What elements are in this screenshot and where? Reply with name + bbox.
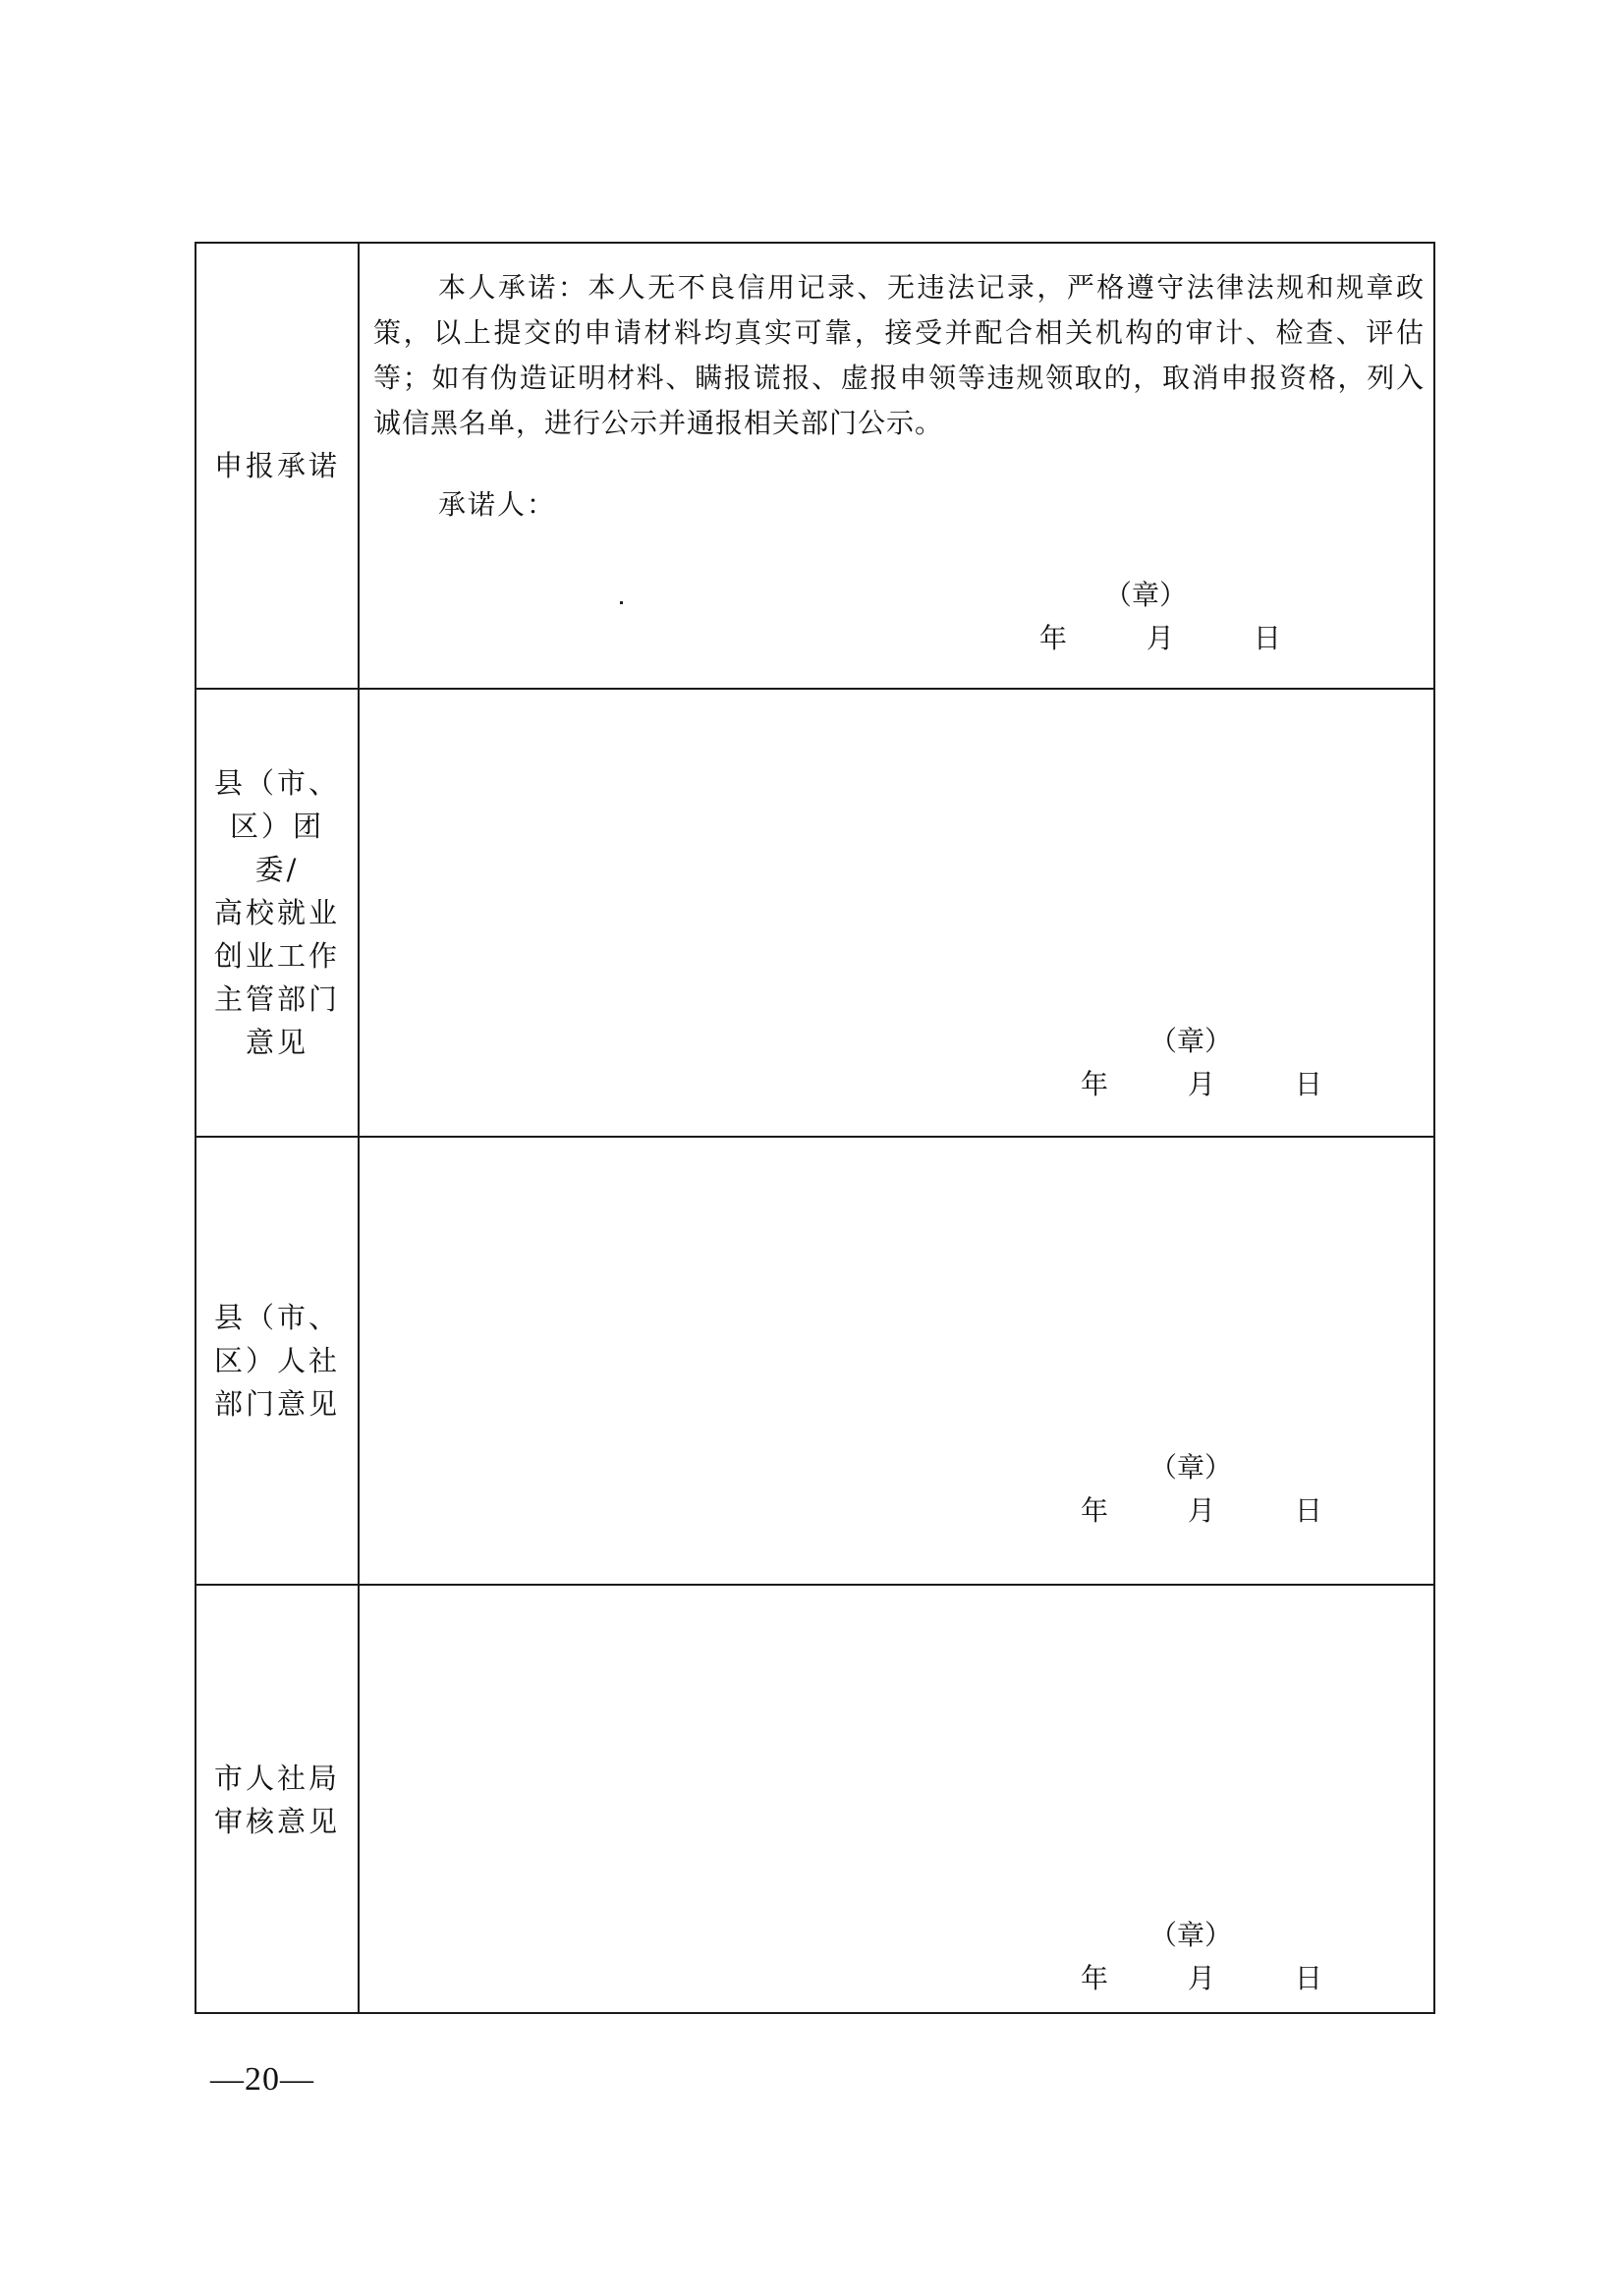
stray-mark	[620, 601, 623, 604]
pledge-label-cell	[196, 244, 360, 688]
county-hr-opinion-row	[196, 1136, 1433, 1584]
county-hr-opinion-label: 县（市、 区）人社 部门意见	[213, 1301, 340, 1421]
seal-label: （章）	[1149, 1919, 1233, 1951]
signer-label: 承诺人：	[438, 488, 557, 521]
pledge-row	[196, 244, 1433, 688]
seal-label: （章）	[1149, 1451, 1233, 1484]
date-line	[1081, 1063, 1322, 1102]
county-hr-opinion-content-cell	[360, 1138, 1433, 1584]
month-label: 月	[1187, 1962, 1215, 1994]
month-label: 月	[1187, 1068, 1215, 1100]
city-hr-review-content-cell	[360, 1586, 1433, 2014]
city-hr-review-row	[196, 1584, 1433, 2014]
application-form-table	[195, 242, 1435, 2014]
seal-label: （章）	[1104, 579, 1188, 611]
city-hr-review-label: 市人社局 审核意见	[213, 1762, 340, 1838]
month-label: 月	[1187, 1494, 1215, 1527]
pledge-statement: 本人承诺：本人无不良信用记录、无违法记录，严格遵守法律法规和规章政策，以上提交的申请材料均真实可靠，接受并配合相关机构的审计、检查、评估等；如有伪造证明材料、瞒报谎报、虚报申领等违规领取的，取消申报资格，列入诚信黑名单，进行公示并通报相关部门公示。	[373, 271, 1425, 439]
date-line	[1039, 617, 1281, 656]
league-opinion-row	[196, 688, 1433, 1136]
year-label: 年	[1039, 622, 1068, 654]
league-opinion-label-cell	[196, 690, 360, 1136]
city-hr-review-label-cell	[196, 1586, 360, 2014]
seal-label: （章）	[1149, 1025, 1233, 1057]
year-label: 年	[1081, 1068, 1109, 1100]
date-line	[1081, 1957, 1322, 1996]
day-label: 日	[1294, 1962, 1322, 1994]
pledge-content-cell	[360, 244, 1433, 688]
league-opinion-label: 县（市、 区）团委/ 高校就业 创业工作 主管部门 意见	[213, 766, 340, 1059]
day-label: 日	[1253, 622, 1281, 654]
date-line	[1081, 1489, 1322, 1529]
day-label: 日	[1294, 1494, 1322, 1527]
day-label: 日	[1294, 1068, 1322, 1100]
page-number: —20—	[210, 2061, 314, 2098]
year-label: 年	[1081, 1494, 1109, 1527]
month-label: 月	[1146, 622, 1174, 654]
pledge-label: 申报承诺	[213, 449, 340, 482]
year-label: 年	[1081, 1962, 1109, 1994]
county-hr-opinion-label-cell	[196, 1138, 360, 1584]
league-opinion-content-cell	[360, 690, 1433, 1136]
